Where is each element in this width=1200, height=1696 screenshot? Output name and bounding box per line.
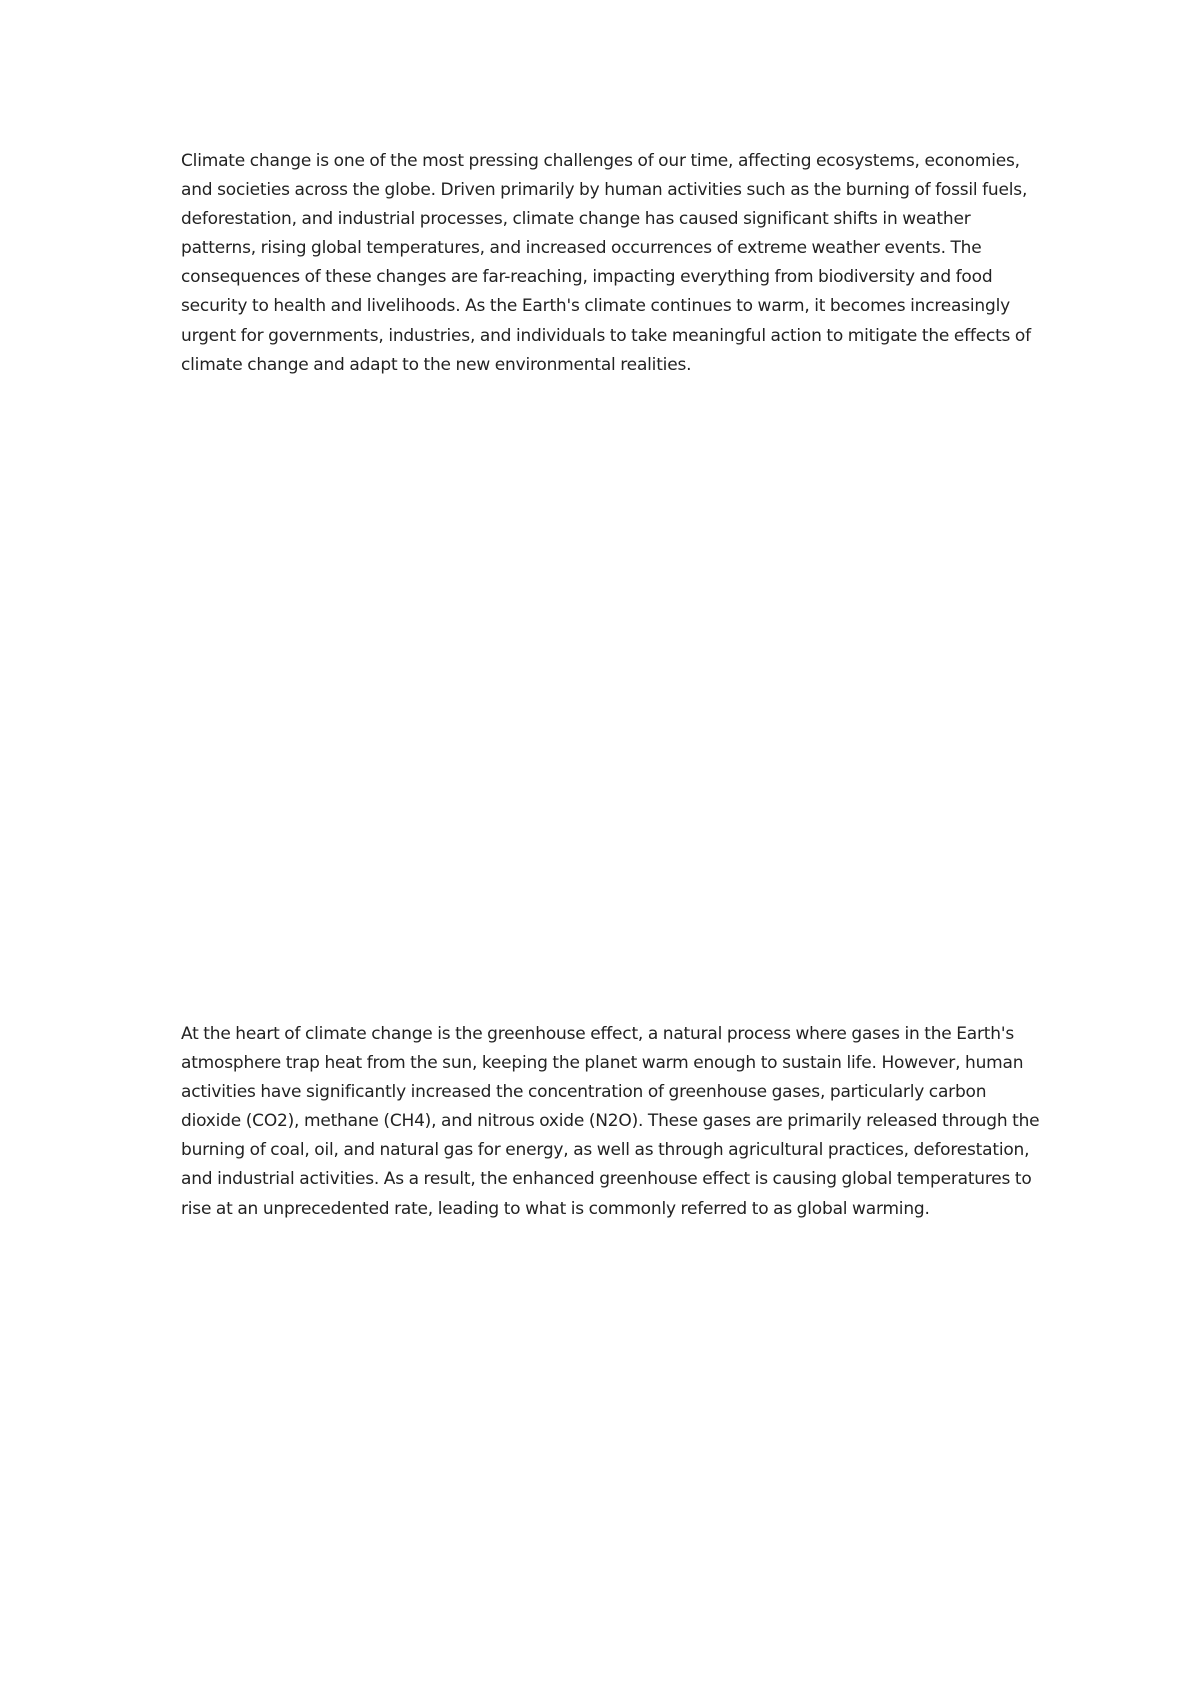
paragraph-greenhouse-effect: At the heart of climate change is the greenhouse effect, a natural process where gases in the Earth's atmosphere trap heat from the sun, keeping the planet warm enough to sustain life. However, human activities have significantly increased the concentration of greenhouse gases, particularly carbon dioxide (CO2), methane (CH4), and nitrous oxide (N2O). These gases are primarily released through the burning of coal, oil, and natural gas for energy, as well as through agricultural practices, deforestation, and industrial activities. As a result, the enhanced greenhouse effect is causing global temperatures to rise at an unprecedented rate, leading to what is commonly referred to as global warming. xyxy=(181,1024,1040,1219)
paragraph-climate-change-intro: Climate change is one of the most pressing challenges of our time, affecting ecosystems, economies, and societies across the globe. Driven primarily by human activities such as the burning of fossil fuels, deforestation, and industrial processes, climate change has caused significant shifts in weather patterns, rising global temperatures, and increased occurrences of extreme weather events. The consequences of these changes are far-reaching, impacting everything from biodiversity and food security to health and livelihoods. As the Earth's climate continues to warm, it becomes increasingly urgent for governments, industries, and individuals to take meaningful action to mitigate the effects of climate change and adapt to the new environmental realities. xyxy=(181,151,1031,375)
